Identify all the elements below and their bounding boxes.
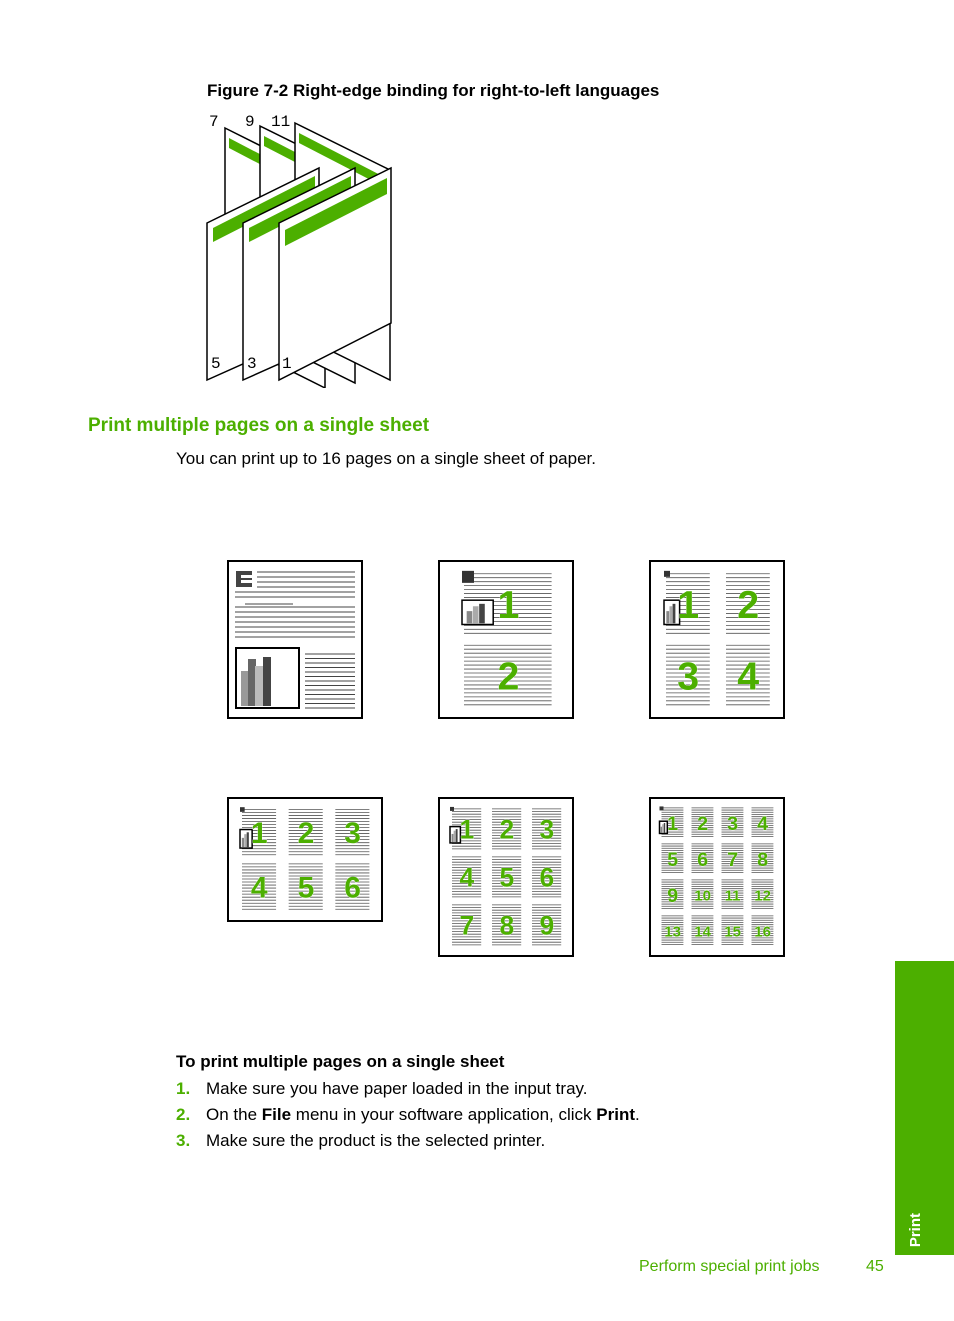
step-number: 1. xyxy=(176,1079,191,1098)
page-label-top-3: 11 xyxy=(271,113,291,131)
page-number-2: 2 xyxy=(697,813,709,836)
page-number-5: 5 xyxy=(297,871,315,905)
footer-page-number: 45 xyxy=(866,1258,884,1275)
page-number-6: 6 xyxy=(697,849,709,872)
nup-sheet-2 xyxy=(438,560,574,719)
page-label-bottom-2: 3 xyxy=(247,355,257,373)
page-number-4: 4 xyxy=(250,871,268,905)
page-label-top-2: 9 xyxy=(245,113,255,131)
page-label-bottom-1: 5 xyxy=(211,355,221,373)
section-title: Print multiple pages on a single sheet xyxy=(88,415,430,436)
mini-page-15 xyxy=(722,916,744,945)
print-command-ref: Print xyxy=(596,1105,635,1124)
page-number-6: 6 xyxy=(344,871,361,905)
page-number-2: 2 xyxy=(497,654,520,699)
step-text: Make sure you have paper loaded in the input tray. xyxy=(206,1079,588,1098)
figure-caption: Figure 7-2 Right-edge binding for right-to-left languages xyxy=(207,81,660,100)
mini-page-10 xyxy=(692,880,714,909)
page-number-14: 14 xyxy=(694,923,711,941)
page-number-3: 3 xyxy=(677,654,700,699)
page-number-1: 1 xyxy=(677,582,700,627)
chapter-side-tab xyxy=(895,961,954,1255)
file-menu-ref: File xyxy=(261,1105,292,1124)
page-number-13: 13 xyxy=(664,923,681,941)
page-number-3: 3 xyxy=(727,813,739,836)
procedure-title: To print multiple pages on a single sheet xyxy=(176,1052,505,1071)
page-number-2: 2 xyxy=(499,814,515,845)
page-number-6: 6 xyxy=(539,862,555,893)
page-number-5: 5 xyxy=(667,849,679,872)
page-number-1: 1 xyxy=(667,813,679,836)
page-number-2: 2 xyxy=(737,582,760,627)
page-number-16: 16 xyxy=(754,923,771,941)
page-number-7: 7 xyxy=(459,910,475,941)
intro-text: You can print up to 16 pages on a single sheet of paper. xyxy=(176,449,596,468)
mini-page-14 xyxy=(692,916,714,945)
side-tab-label: Print xyxy=(907,1212,924,1247)
page-number-15: 15 xyxy=(724,923,741,941)
right-edge-binding-illustration xyxy=(195,108,405,388)
nup-sheet-3 xyxy=(649,560,785,719)
page-number-7: 7 xyxy=(727,849,739,872)
page-number-3: 3 xyxy=(344,817,361,851)
step-number: 2. xyxy=(176,1105,191,1124)
page-number-2: 2 xyxy=(297,817,315,851)
page-number-4: 4 xyxy=(459,862,475,893)
step-number: 3. xyxy=(176,1131,191,1150)
step-text: Make sure the product is the selected printer. xyxy=(206,1131,546,1150)
mini-page-16 xyxy=(752,916,774,945)
page-number-1: 1 xyxy=(459,814,475,845)
page-number-11: 11 xyxy=(724,887,741,905)
mini-page-12 xyxy=(752,880,774,909)
mini-page-13 xyxy=(662,916,684,945)
page-number-3: 3 xyxy=(539,814,555,845)
mini-page-11 xyxy=(722,880,744,909)
page-number-9: 9 xyxy=(539,910,555,941)
page-number-8: 8 xyxy=(499,910,515,941)
page-number-10: 10 xyxy=(694,887,711,905)
page-label-top-1: 7 xyxy=(209,113,219,131)
page-number-9: 9 xyxy=(667,885,679,908)
page-number-4: 4 xyxy=(757,813,769,836)
page-number-5: 5 xyxy=(499,862,515,893)
procedure-step-2 xyxy=(176,1105,640,1125)
nup-sheet-1 xyxy=(227,560,363,719)
page-number-12: 12 xyxy=(754,887,771,905)
step-text: menu in your software application, click xyxy=(291,1105,597,1124)
page-number-8: 8 xyxy=(757,849,769,872)
nup-sheet-6 xyxy=(649,797,785,957)
procedure-step-3 xyxy=(176,1131,545,1151)
page-number-1: 1 xyxy=(250,817,268,851)
step-text: On the xyxy=(206,1105,262,1124)
nup-sheet-4 xyxy=(227,797,383,922)
page-number-4: 4 xyxy=(737,654,760,699)
footer-section-title: Perform special print jobs xyxy=(639,1258,820,1275)
page-label-bottom-3: 1 xyxy=(282,355,292,373)
step-text: . xyxy=(635,1105,640,1124)
nup-sheet-5 xyxy=(438,797,574,957)
page-number-1: 1 xyxy=(497,582,520,627)
procedure-step-1 xyxy=(176,1079,587,1099)
